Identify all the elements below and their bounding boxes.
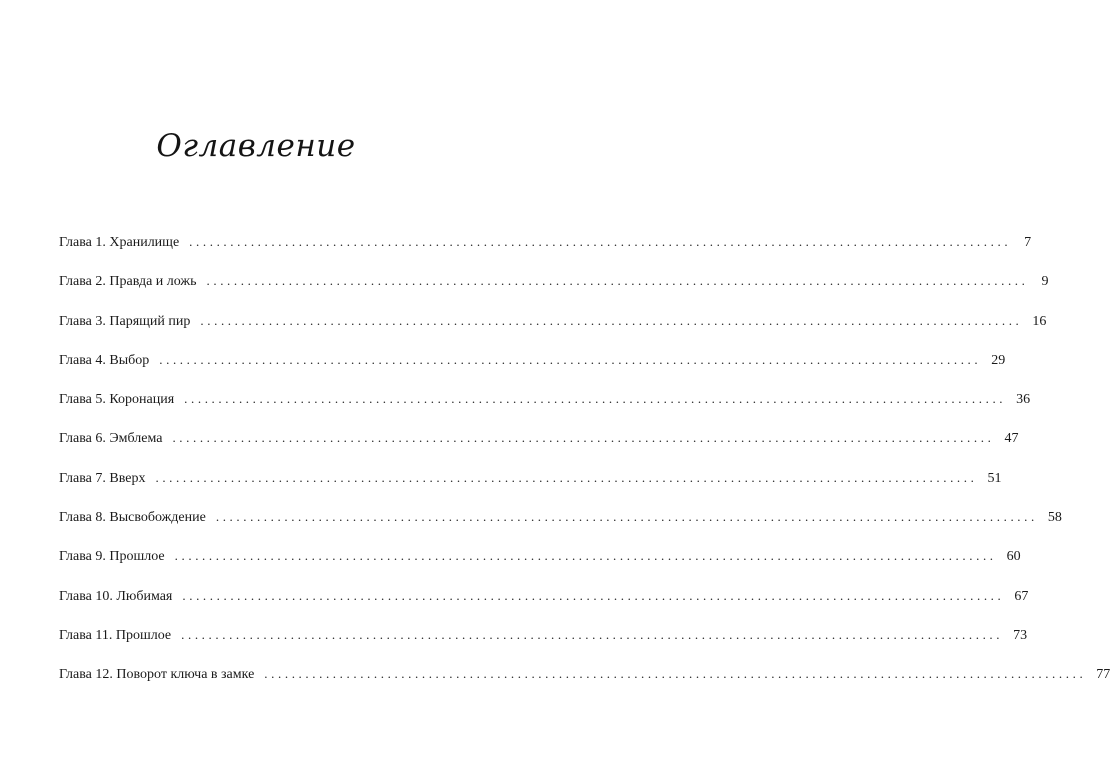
toc-entry-label: Глава 3. Парящий пир [59,313,191,329]
dot-leader: ........................................................................................................................ [172,430,995,446]
toc-entry-page-number: 67 [1014,588,1029,604]
toc-entry-label: Глава 2. Правда и ложь [59,274,197,290]
toc-entry-page-number: 36 [1016,392,1031,408]
dot-leader: ........................................................................................................................ [174,548,997,564]
dot-leader: ........................................................................................................................ [155,469,978,485]
toc-entry-page-number: 60 [1006,549,1021,565]
dot-leader: ........................................................................................................................ [182,587,1005,603]
dot-leader: ........................................................................................................................ [215,509,1038,525]
toc-entry-page-number: 58 [1047,510,1062,526]
dot-leader: ........................................................................................................................ [184,391,1007,407]
toc-entry [59,546,1021,585]
toc-entry [59,428,1019,467]
dot-leader: ........................................................................................................................ [206,273,1029,289]
toc-entry [59,311,1047,350]
dot-leader: ........................................................................................................................ [264,666,1087,682]
toc-entry-label: Глава 11. Прошлое [59,627,172,643]
toc-entry-page-number: 77 [1096,667,1110,683]
toc-entry [59,232,1032,271]
toc-entry [59,586,1029,625]
toc-entry-label: Глава 6. Эмблема [59,431,163,447]
toc-entry-label: Глава 9. Прошлое [59,549,165,565]
toc-entry-page-number: 51 [987,470,1002,486]
toc-entry-label: Глава 5. Коронация [59,392,175,408]
toc-entry-page-number: 73 [1013,627,1028,643]
toc-entry [59,389,1031,428]
toc-entry-label: Глава 7. Вверх [59,470,146,486]
dot-leader: ........................................................................................................................ [181,626,1004,642]
toc-list [59,232,1110,704]
toc-entry [59,664,1110,703]
dot-leader: ........................................................................................................................ [159,351,982,367]
toc-entry-page-number: 9 [1041,274,1049,290]
toc-entry [59,468,1002,507]
toc-entry-label: Глава 10. Любимая [59,588,173,604]
dot-leader: ........................................................................................................................ [189,234,1012,249]
toc-entry-label: Глава 4. Выбор [59,352,150,368]
dot-leader: ........................................................................................................................ [200,312,1023,328]
toc-entry-label: Глава 8. Высвобождение [59,510,206,526]
toc-entry-page-number: 16 [1032,313,1047,329]
toc-entry-label: Глава 12. Поворот ключа в замке [59,667,255,683]
toc-entry-page-number: 7 [1024,235,1032,250]
toc-title: Оглавление [156,128,356,164]
toc-entry [59,350,1006,389]
toc-entry-page-number: 47 [1004,431,1019,447]
toc-entry [59,625,1028,664]
toc-entry-label: Глава 1. Хранилище [59,235,180,250]
toc-entry [59,271,1049,310]
toc-entry-page-number: 29 [991,352,1006,368]
toc-entry [59,507,1062,546]
